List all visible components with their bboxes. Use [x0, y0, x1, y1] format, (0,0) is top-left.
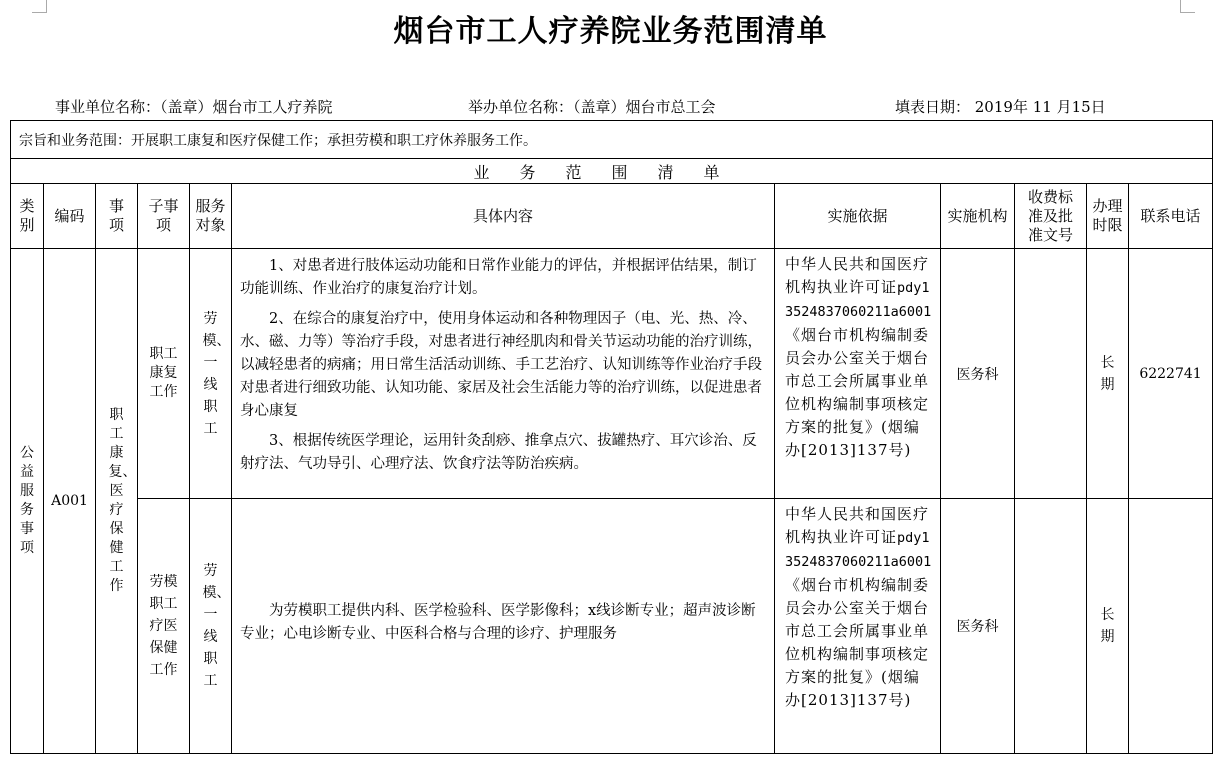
section-title: 业务范围清单 — [11, 159, 1213, 184]
content-paragraph: 3、根据传统医学理论，运用针灸刮痧、推拿点穴、拔罐热疗、耳穴诊治、反射疗法、气功导引、心理疗法、饮食疗法等防治疾病。 — [240, 433, 757, 472]
header-period: 办理时限 — [1087, 184, 1129, 249]
basis-cell: 中华人民共和国医疗机构执业许可证pdy13524837060211a6001《烟台市机构编制委员会办公室关于烟台市总工会所属事业单位机构编制事项核定方案的批复》(烟编办[2013]137号) — [775, 499, 941, 754]
sub-item-cell: 劳模职工疗医保健工作 — [138, 499, 190, 754]
fee-cell — [1015, 499, 1087, 754]
header-basis: 实施依据 — [775, 184, 941, 249]
service-target-cell: 劳模、一线职工 — [190, 499, 232, 754]
fee-cell — [1015, 249, 1087, 499]
content-paragraph: 1、对患者进行肢体运动功能和日常作业能力的评估，并根据评估结果，制订功能训练、作业治疗的康复治疗计划。 — [240, 258, 757, 297]
period-cell: 长期 — [1087, 499, 1129, 754]
header-agency: 实施机构 — [941, 184, 1015, 249]
agency-cell: 医务科 — [941, 499, 1015, 754]
purpose-statement: 宗旨和业务范围：开展职工康复和医疗保健工作；承担劳模和职工疗休养服务工作。 — [11, 121, 1213, 159]
category-cell: 公益服务事项 — [11, 249, 44, 754]
basis-cell: 中华人民共和国医疗机构执业许可证pdy13524837060211a6001《烟台市机构编制委员会办公室关于烟台市总工会所属事业单位机构编制事项核定方案的批复》(烟编办[2013]137号) — [775, 249, 941, 499]
business-scope-table — [10, 120, 1213, 754]
header-item: 事项 — [96, 184, 138, 249]
service-target-cell: 劳模、一线职工 — [190, 249, 232, 499]
header-phone: 联系电话 — [1129, 184, 1213, 249]
header-fee: 收费标准及批准文号 — [1015, 184, 1087, 249]
sponsor-name: 举办单位名称：（盖章）烟台市总工会 — [468, 98, 716, 116]
sub-item-cell: 职工康复工作 — [138, 249, 190, 499]
agency-cell: 医务科 — [941, 249, 1015, 499]
phone-cell: 6222741 — [1129, 249, 1213, 499]
content-paragraph: 2、在综合的康复治疗中，使用身体运动和各种物理因子（电、光、热、冷、水、磁、力等）等治疗手段，对患者进行神经肌肉和骨关节运动功能的治疗训练，以减轻患者的病痛；用日常生活活动训练、手工艺治疗、认知训练等作业治疗手段对患者进行细致功能、认知功能、家居及社会生活能力等的治疗训练，以促进患者身心康复 — [240, 311, 762, 419]
phone-cell — [1129, 499, 1213, 754]
header-service-target: 服务对象 — [190, 184, 232, 249]
content-cell — [232, 499, 775, 754]
header-code: 编码 — [44, 184, 96, 249]
document-title: 烟台市工人疗养院业务范围清单 — [393, 14, 828, 49]
code-cell: A001 — [44, 249, 96, 754]
header-content: 具体内容 — [232, 184, 775, 249]
fill-date: 填表日期： 2019年 11 月15日 — [895, 98, 1106, 116]
item-cell: 职工康复、医疗保健工作 — [96, 249, 138, 754]
header-sub-item: 子事项 — [138, 184, 190, 249]
content-cell — [232, 249, 775, 499]
content-paragraph: 为劳模职工提供内科、医学检验科、医学影像科；x线诊断专业；超声波诊断专业；心电诊断专业、中医科合格与合理的诊疗、护理服务 — [240, 602, 756, 642]
period-cell: 长期 — [1087, 249, 1129, 499]
header-category: 类别 — [11, 184, 44, 249]
unit-name: 事业单位名称：（盖章）烟台市工人疗养院 — [55, 98, 333, 116]
